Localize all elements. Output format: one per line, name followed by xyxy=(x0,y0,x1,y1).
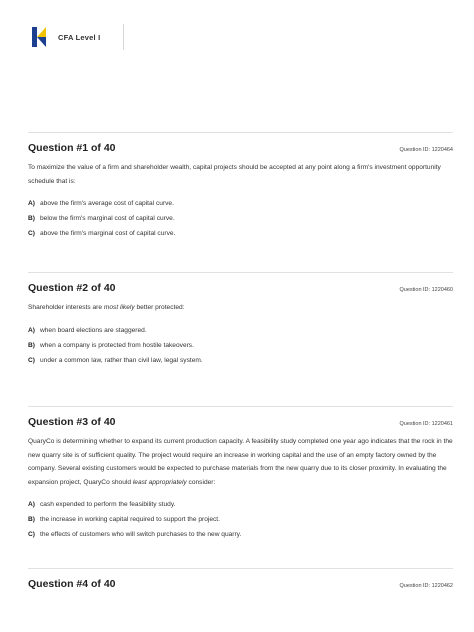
question-stem: Shareholder interests are most likely better protected: xyxy=(28,304,185,311)
option-text: when board elections are staggered. xyxy=(40,326,147,334)
question-id: Question ID: 1220462 xyxy=(399,583,453,589)
question-id: Question ID: 1220460 xyxy=(399,287,453,293)
brand-title: CFA Level I xyxy=(58,32,101,42)
header xyxy=(32,24,124,50)
option-c[interactable] xyxy=(28,226,453,241)
option-label: B) xyxy=(28,341,35,349)
header-divider xyxy=(123,24,124,50)
question-title: Question #4 of 40 xyxy=(28,578,116,590)
option-text: cash expended to perform the feasibility study. xyxy=(40,501,176,508)
options-list xyxy=(28,323,453,368)
option-a[interactable] xyxy=(28,196,453,211)
question-separator xyxy=(28,132,453,133)
option-a[interactable] xyxy=(28,497,453,512)
question-stem: QuaryCo is determining whether to expand its current production capacity. A feasibility study completed one year ago indicates that the rock in the new quarry site is of sufficient quality. The project would require an increase in working capital and the use of an empty factory owned by the company. Several existing customers would be expected to purchase materials from the new quarry due to its closer proximity. In evaluating the expansion project, QuaryCo should least appropriately consider: xyxy=(28,438,453,486)
option-text: below the firm's marginal cost of capital curve. xyxy=(40,215,175,222)
option-text: above the firm's marginal cost of capital curve. xyxy=(40,230,176,237)
option-label: C) xyxy=(28,531,35,538)
option-label: A) xyxy=(28,200,35,207)
option-text: under a common law, rather than civil law, legal system. xyxy=(40,356,203,364)
options-list xyxy=(28,497,453,542)
question-separator xyxy=(28,272,453,273)
option-label: C) xyxy=(28,230,35,237)
option-label: A) xyxy=(28,326,35,334)
question-stem: To maximize the value of a firm and shareholder wealth, capital projects should be accepted at any point along a firm's investment opportunity schedule that is: xyxy=(28,164,441,185)
option-a[interactable] xyxy=(28,323,453,338)
option-text: above the firm's average cost of capital curve. xyxy=(40,200,174,207)
option-b[interactable] xyxy=(28,512,453,527)
question-title: Question #1 of 40 xyxy=(28,142,116,154)
question-1 xyxy=(28,132,453,241)
question-id: Question ID: 1220461 xyxy=(399,421,453,427)
option-label: C) xyxy=(28,356,35,364)
question-id: Question ID: 1220464 xyxy=(399,147,453,153)
question-2 xyxy=(28,272,453,368)
option-c[interactable] xyxy=(28,353,453,368)
question-title: Question #3 of 40 xyxy=(28,416,116,428)
question-separator xyxy=(28,568,453,569)
question-separator xyxy=(28,406,453,407)
option-b[interactable] xyxy=(28,211,453,226)
option-label: A) xyxy=(28,501,35,508)
kaplan-logo-icon xyxy=(32,27,46,47)
options-list xyxy=(28,196,453,241)
option-b[interactable] xyxy=(28,338,453,353)
option-text: when a company is protected from hostile takeovers. xyxy=(40,341,194,349)
option-text: the increase in working capital required to support the project. xyxy=(40,516,220,523)
question-title: Question #2 of 40 xyxy=(28,282,116,294)
option-text: the effects of customers who will switch purchases to the new quarry. xyxy=(40,531,242,538)
question-3 xyxy=(28,406,453,542)
option-label: B) xyxy=(28,516,35,523)
question-4 xyxy=(28,568,453,590)
option-c[interactable] xyxy=(28,527,453,542)
option-label: B) xyxy=(28,215,35,222)
